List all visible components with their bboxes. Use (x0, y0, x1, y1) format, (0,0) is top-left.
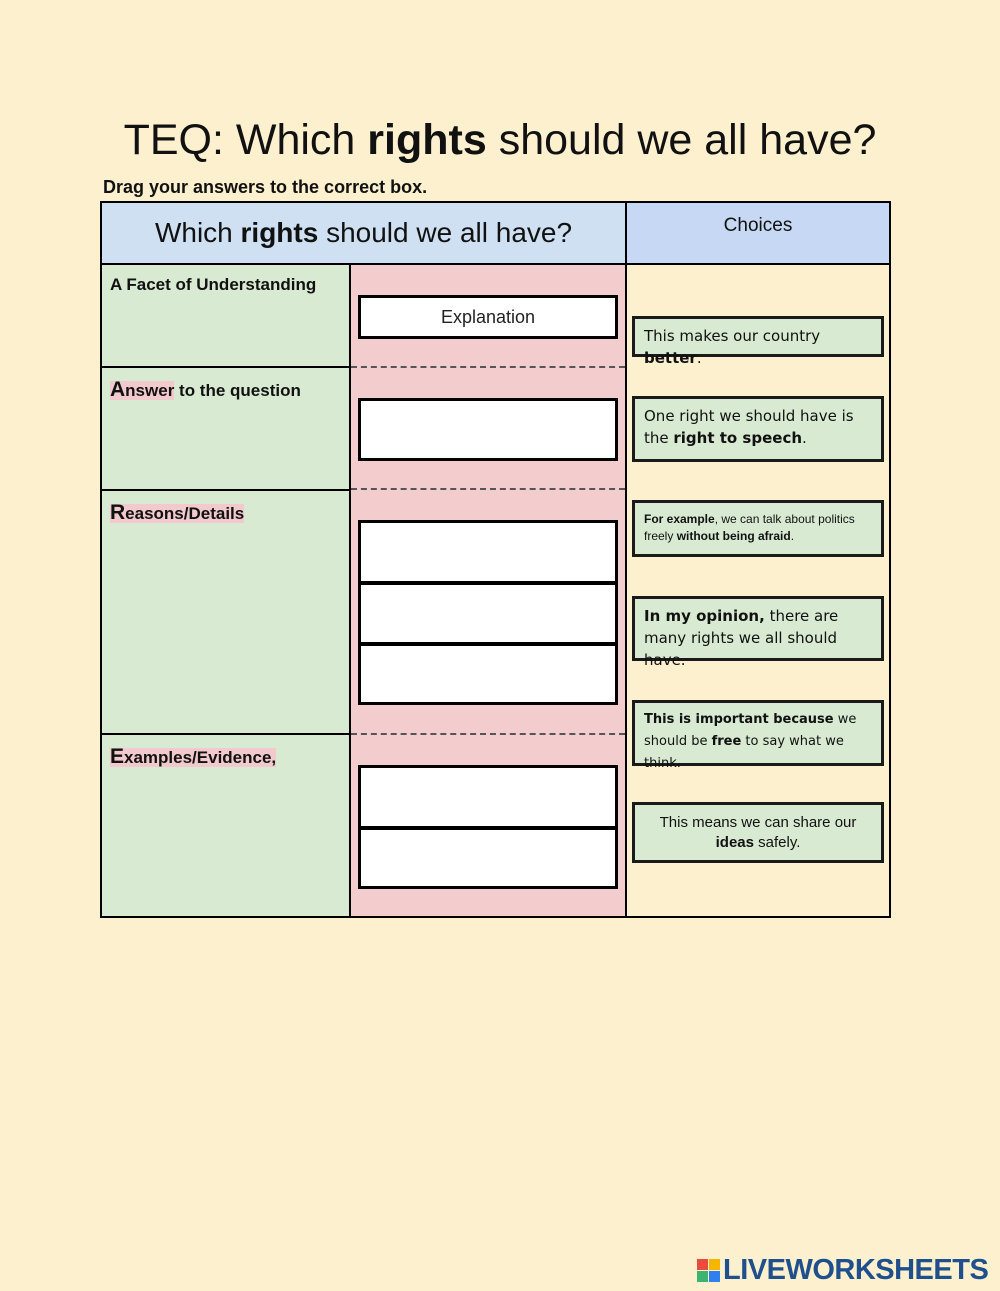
table-border (100, 263, 891, 265)
table-border (625, 201, 627, 918)
choice-card[interactable]: This makes our country better. (632, 316, 884, 357)
drop-slot-example-2[interactable] (358, 827, 618, 889)
row-label-examples: Examples/Evidence, (110, 745, 277, 768)
table-border (100, 201, 891, 203)
row-answer (102, 368, 349, 489)
divider (351, 366, 625, 368)
row-label-reasons: Reasons/Details (110, 501, 245, 524)
table-border (349, 263, 351, 918)
choice-card[interactable]: This is important because we should be free to say what we think. (632, 700, 884, 766)
choice-card[interactable]: In my opinion, there are many rights we all should have. (632, 596, 884, 661)
liveworksheets-logo: LIVEWORKSHEETS (697, 1255, 988, 1285)
table-border (100, 366, 351, 368)
choice-card[interactable]: One right we should have is the right to speech. (632, 396, 884, 462)
page-title: TEQ: Which rights should we all have? (123, 116, 877, 164)
drop-slot-example-1[interactable] (358, 765, 618, 829)
instruction-text: Drag your answers to the correct box. (103, 177, 428, 197)
row-reasons (102, 491, 349, 733)
row-facet (102, 265, 349, 366)
table-border (100, 201, 102, 918)
drop-slot-reason-1[interactable] (358, 520, 618, 584)
table-border (100, 733, 351, 735)
header-question: Which rights should we all have? (102, 203, 625, 263)
drop-slot-facet[interactable]: Explanation (358, 295, 618, 339)
drop-slot-answer[interactable] (358, 398, 618, 461)
row-label-answer: Answer to the question (110, 378, 301, 401)
divider (351, 733, 625, 735)
header-choices: Choices (627, 203, 889, 263)
table-border (889, 201, 891, 918)
drop-slot-reason-2[interactable] (358, 582, 618, 645)
row-label-facet: A Facet of Understanding (110, 275, 317, 294)
divider (351, 488, 625, 490)
choice-card[interactable]: For example, we can talk about politics freely without being afraid. (632, 500, 884, 557)
choice-card[interactable]: This means we can share our ideas safely. (632, 802, 884, 863)
row-examples (102, 735, 349, 917)
table-border (100, 916, 891, 918)
logo-icon (697, 1259, 720, 1282)
table-border (100, 489, 351, 491)
drop-slot-reason-3[interactable] (358, 643, 618, 705)
